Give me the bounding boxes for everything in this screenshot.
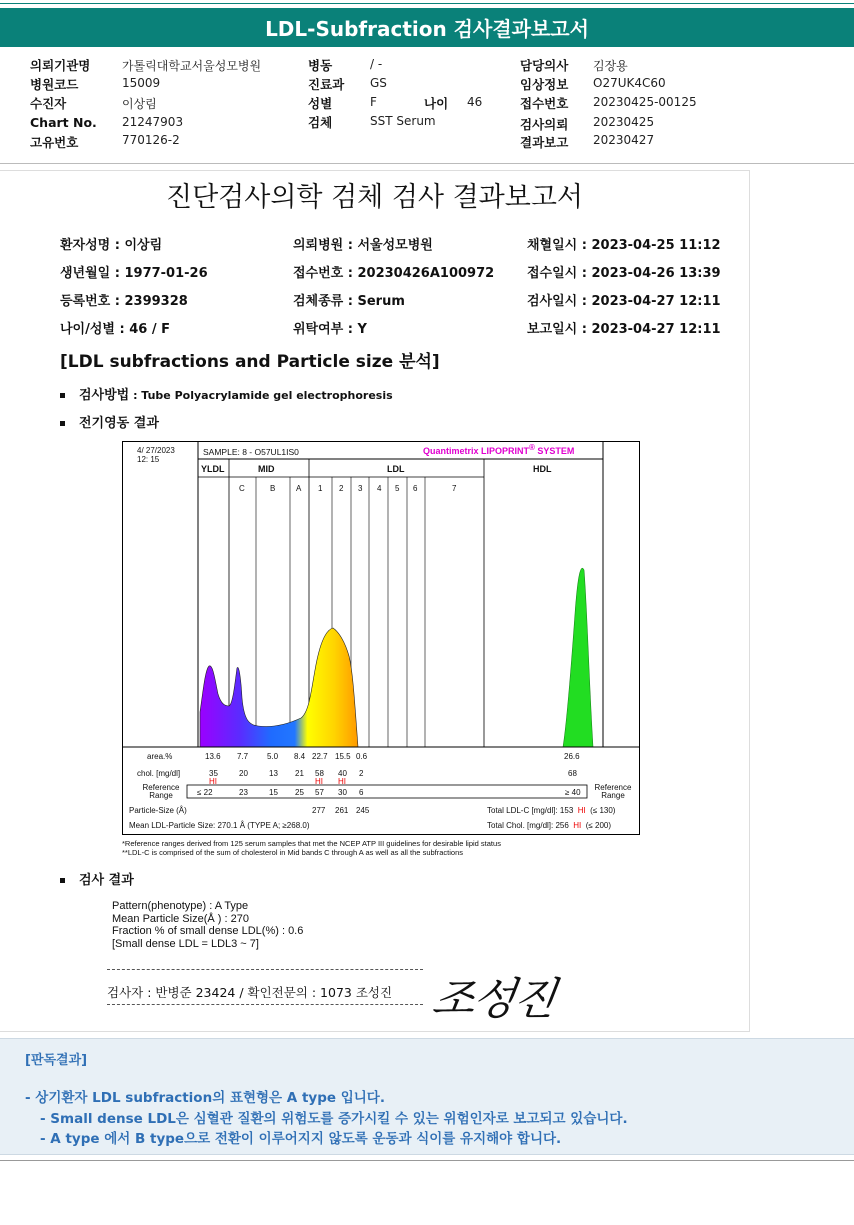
header-info	[30, 56, 850, 156]
area-value: 0.6	[356, 752, 368, 761]
chol-value: 2	[359, 769, 364, 778]
header-label: Chart No.	[30, 115, 97, 130]
band-label: 5	[395, 484, 400, 493]
header-value: GS	[370, 76, 387, 90]
area-value: 5.0	[267, 752, 279, 761]
hi-flag: HI	[315, 777, 323, 786]
area-value: 22.7	[312, 752, 328, 761]
ref-value: 57	[315, 788, 324, 797]
electro-row	[60, 412, 159, 431]
header-label: 나이	[424, 96, 449, 111]
ref-value: 25	[295, 788, 304, 797]
chol-label: chol. [mg/dl]	[137, 769, 181, 778]
mean-particle: Mean LDL-Particle Size: 270.1 Å (TYPE A; ≥268.0)	[129, 821, 310, 830]
area-value-hdl: 26.6	[564, 752, 580, 761]
particle-value: 277	[312, 806, 326, 815]
header-divider	[0, 163, 854, 164]
total-ldl: Total LDL-C [mg/dl]: 153 HI (≤ 130)	[487, 806, 616, 815]
info-field: 생년월일 : 1977-01-26	[60, 266, 208, 281]
header-value: 20230425	[593, 115, 655, 129]
header-label: 병원코드	[30, 77, 79, 92]
result-label: 검사 결과	[79, 873, 134, 888]
header-value: SST Serum	[370, 114, 436, 128]
band-label: B	[270, 484, 276, 493]
footnote: **LDL-C is comprised of the sum of cholesterol in Mid bands C through A as well as all the subfractions	[122, 848, 464, 857]
group-label-ldl: LDL	[387, 464, 405, 474]
chol-value: 35	[209, 769, 218, 778]
bottom-divider	[0, 1160, 854, 1161]
header-value: 가톨릭대학교서울성모병원	[122, 59, 262, 73]
method-label: 검사방법	[79, 388, 130, 403]
header-value: 김장용	[593, 59, 628, 73]
band-label: 7	[452, 484, 457, 493]
hdl-peak	[563, 568, 593, 747]
section-title: [LDL subfractions and Particle size 분석]	[60, 352, 440, 372]
result-line: Fraction % of small dense LDL(%) : 0.6	[112, 925, 304, 937]
info-field: 나이/성별 : 46 / F	[60, 322, 171, 337]
chol-value: 21	[295, 769, 304, 778]
header-label: 진료과	[308, 77, 345, 92]
ref-value: 15	[269, 788, 278, 797]
judgement-header	[0, 1038, 854, 1077]
band-label: 1	[318, 484, 323, 493]
result-row	[60, 869, 134, 888]
header-value: / -	[370, 57, 383, 71]
judgement-line: - A type 에서 B type으로 전환이 이루어지지 않도록 운동과 식이를 유지해야 합니다.	[40, 1131, 562, 1147]
result-lines	[112, 900, 303, 950]
ref-value: ≤ 22	[197, 788, 213, 797]
header-value: 15009	[122, 76, 161, 90]
particle-value: 261	[335, 806, 349, 815]
header-label: 병동	[308, 58, 333, 73]
electrophoresis-svg	[123, 442, 639, 834]
band-label: 3	[358, 484, 363, 493]
chol-value: 40	[338, 769, 347, 778]
judgement-line: - Small dense LDL은 심혈관 질환의 위험도를 증가시킬 수 있는 위험인자로 보고되고 있습니다.	[40, 1111, 628, 1127]
header-value: 46	[467, 95, 483, 109]
info-field: 접수번호 : 20230426A100972	[293, 266, 495, 281]
info-field: 채혈일시 : 2023-04-25 11:12	[527, 238, 721, 253]
electrophoresis-chart	[122, 441, 640, 835]
signature-rule-top	[107, 969, 423, 970]
group-label-yldl: YLDL	[201, 464, 225, 474]
judgement-line: - 상기환자 LDL subfraction의 표현형은 A type 입니다.	[25, 1090, 385, 1106]
info-field: 등록번호 : 2399328	[60, 294, 188, 309]
header-value: 20230427	[593, 133, 655, 147]
area-label: area.%	[147, 752, 173, 761]
ref-label: Reference Range	[142, 783, 180, 800]
header-value: 20230425-00125	[593, 95, 697, 109]
ref-label-right: Reference Range	[594, 783, 632, 800]
hi-flag: HI	[338, 777, 346, 786]
header-label: 검사의뢰	[520, 117, 569, 132]
area-value: 8.4	[294, 752, 306, 761]
footnote: *Reference ranges derived from 125 serum samples that met the NCEP ATP III guidelines for desirable lipid status	[122, 839, 501, 848]
header-value: 21247903	[122, 115, 184, 129]
bullet-icon	[60, 393, 65, 398]
header-label: 고유번호	[30, 135, 79, 150]
total-chol: Total Chol. [mg/dl]: 256 HI (≤ 200)	[487, 821, 612, 830]
header-label: 의뢰기관명	[30, 58, 91, 73]
band-label: 2	[339, 484, 344, 493]
judgement-title: [판독결과]	[25, 1053, 88, 1068]
area-value: 7.7	[237, 752, 249, 761]
band-label: 4	[377, 484, 382, 493]
bullet-icon	[60, 421, 65, 426]
report-title: 진단검사의학 검체 검사 결과보고서	[166, 182, 583, 213]
header-label: 접수번호	[520, 96, 569, 111]
chart-footnotes	[122, 839, 682, 857]
chol-value: 58	[315, 769, 324, 778]
handwritten-signature: 조성진	[428, 974, 558, 1025]
info-field: 환자성명 : 이상림	[60, 238, 163, 253]
header-label: 수진자	[30, 96, 67, 111]
ref-value: 6	[359, 788, 364, 797]
page-title: LDL-Subfraction 검사결과보고서	[0, 8, 854, 47]
ldl-curve	[200, 628, 358, 747]
signature-rule-bottom	[107, 1004, 423, 1005]
method-value: : Tube Polyacrylamide gel electrophoresis	[129, 389, 393, 402]
ref-value-hdl: ≥ 40	[565, 788, 581, 797]
band-label: C	[239, 484, 245, 493]
info-field: 의뢰병원 : 서울성모병원	[293, 238, 433, 253]
header-label: 검체	[308, 115, 333, 130]
hi-flag: HI	[209, 777, 217, 786]
electro-label: 전기영동 결과	[79, 416, 159, 431]
band-label: A	[296, 484, 302, 493]
chart-sample: SAMPLE: 8 - O57UL1IS0	[203, 447, 299, 457]
info-field: 검사일시 : 2023-04-27 12:11	[527, 294, 721, 309]
method-row	[60, 384, 393, 403]
group-label-mid: MID	[258, 464, 275, 474]
area-value: 13.6	[205, 752, 221, 761]
header-label: 임상정보	[520, 77, 569, 92]
group-label-hdl: HDL	[533, 464, 552, 474]
chol-value: 13	[269, 769, 278, 778]
header-label: 성별	[308, 96, 333, 111]
header-label: 결과보고	[520, 135, 569, 150]
chol-value-hdl: 68	[568, 769, 577, 778]
particle-value: 245	[356, 806, 370, 815]
header-value: 770126-2	[122, 133, 180, 147]
result-line: Mean Particle Size(Å ) : 270	[112, 912, 249, 925]
top-rule	[0, 3, 854, 4]
bullet-icon	[60, 878, 65, 883]
chol-value: 20	[239, 769, 248, 778]
header-label: 담당의사	[520, 58, 569, 73]
area-value: 15.5	[335, 752, 351, 761]
chart-brand: Quantimetrix LIPOPRINT® SYSTEM	[423, 443, 575, 456]
info-field: 보고일시 : 2023-04-27 12:11	[527, 322, 721, 337]
header-value: O27UK4C60	[593, 76, 666, 90]
signature-line: 검사자 : 반병준 23424 / 확인전문의 : 1073 조성진	[107, 985, 393, 1000]
info-field: 접수일시 : 2023-04-26 13:39	[527, 266, 721, 281]
result-line: Pattern(phenotype) : A Type	[112, 900, 249, 912]
header-value: 이상림	[122, 97, 157, 111]
ref-value: 23	[239, 788, 248, 797]
particle-label: Particle-Size (Å)	[129, 806, 187, 815]
ref-value: 30	[338, 788, 347, 797]
info-field: 검체종류 : Serum	[293, 294, 405, 309]
band-label: 6	[413, 484, 418, 493]
chart-date: 4/ 27/2023 12: 15	[137, 446, 175, 464]
result-line: [Small dense LDL = LDL3 ~ 7]	[112, 937, 259, 950]
info-field: 위탁여부 : Y	[293, 322, 367, 337]
judgement-body	[0, 1076, 854, 1155]
header-value: F	[370, 95, 377, 109]
